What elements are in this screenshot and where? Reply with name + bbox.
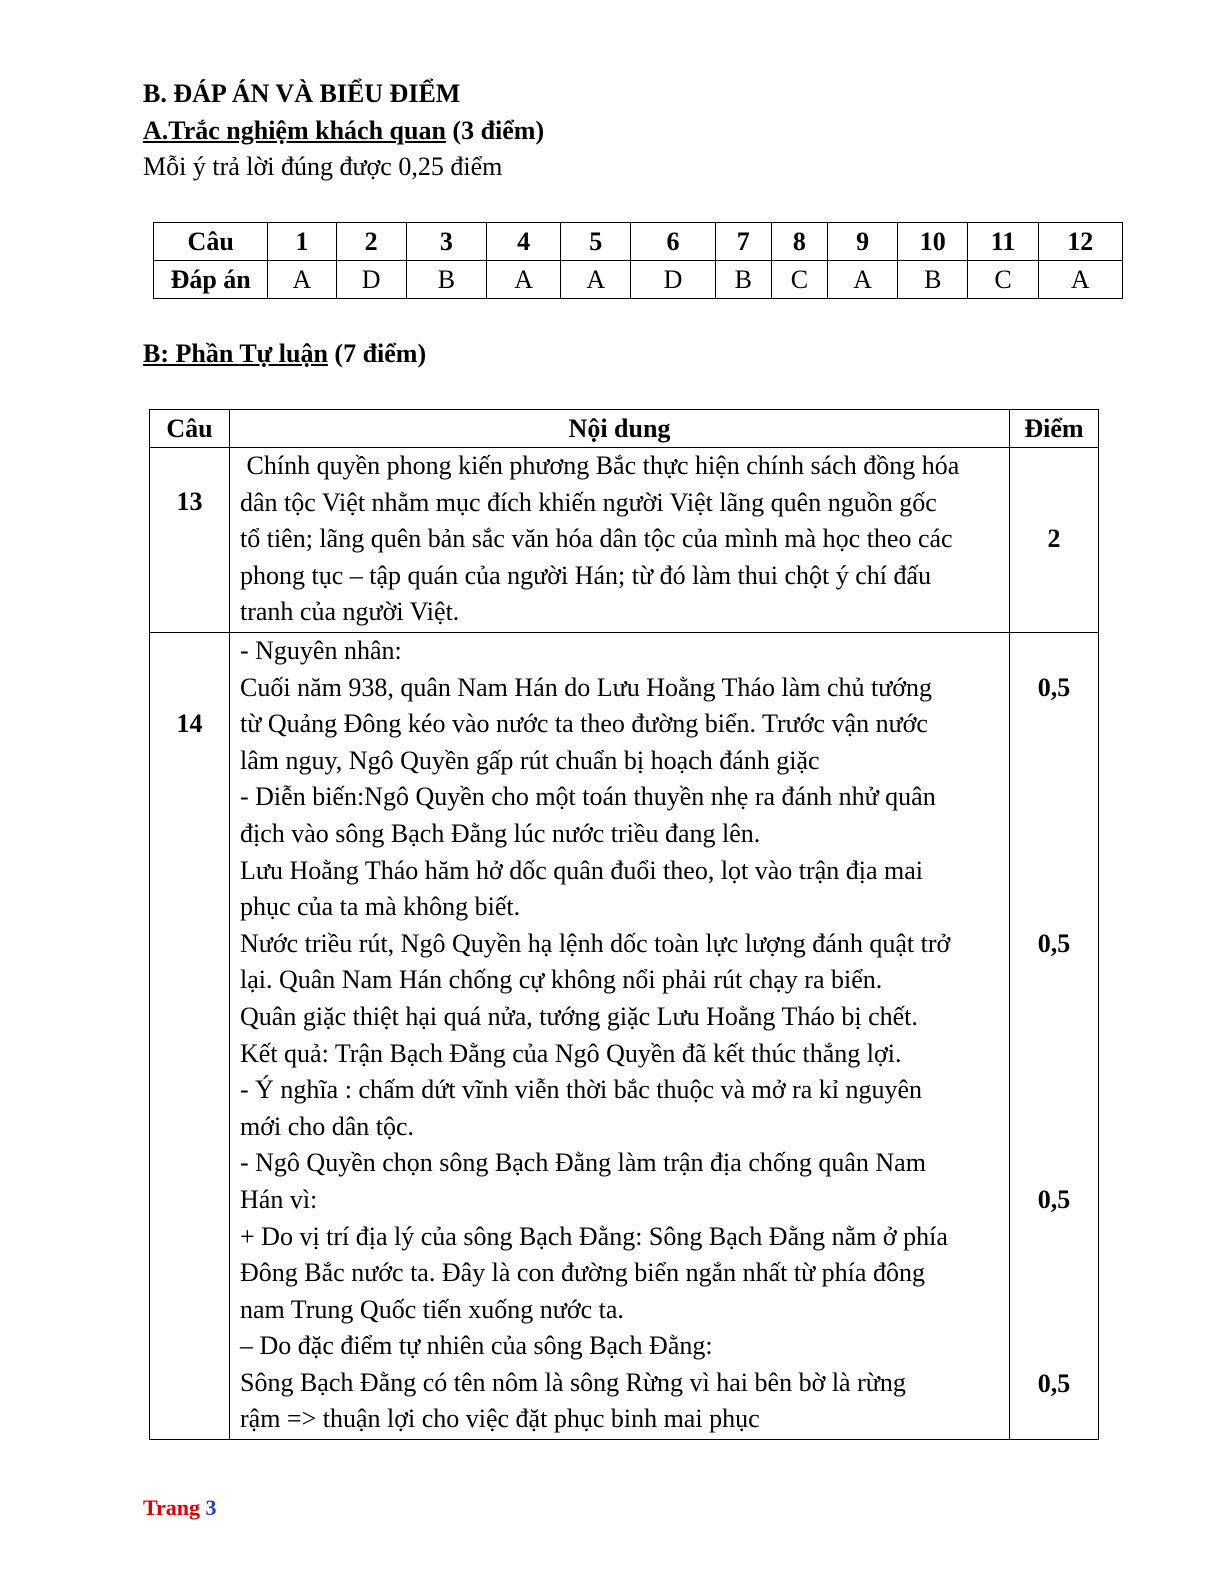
quiz-answer-cell: C — [968, 261, 1038, 299]
quiz-answer-cell: A — [268, 261, 336, 299]
footer-page-word: Trang — [143, 1495, 201, 1520]
quiz-answer-cell: B — [406, 261, 486, 299]
content-line: phục của ta mà không biết. — [240, 892, 521, 922]
question-14-score: 0,5 — [1037, 673, 1071, 702]
content-line: từ Quảng Đông kéo vào nước ta theo đường biển. Trước vận nước — [240, 709, 928, 739]
quiz-question-number: 4 — [486, 223, 560, 261]
essay-row-14 — [150, 633, 1099, 1440]
quiz-answer-cell: D — [336, 261, 406, 299]
content-line: – Do đặc điểm tự nhiên của sông Bạch Đằng: — [240, 1331, 713, 1361]
question-14-score-cell — [1010, 633, 1099, 1440]
essay-header-content: Nội dung — [230, 410, 1010, 448]
essay-header-question: Câu — [150, 410, 230, 448]
question-13-score: 2 — [1047, 524, 1061, 553]
question-13-number: 13 — [176, 487, 203, 516]
section-b-heading — [143, 336, 426, 373]
question-13-score-cell — [1010, 448, 1099, 633]
quiz-question-number: 5 — [561, 223, 631, 261]
content-line: Hán vì: — [240, 1184, 318, 1214]
section-b-title: B: Phần Tự luận — [143, 339, 328, 368]
content-line: - Nguyên nhân: — [240, 636, 402, 665]
quiz-question-label: Câu — [154, 223, 268, 261]
content-line: tranh của người Việt. — [240, 597, 460, 627]
content-line: - Ngô Quyền chọn sông Bạch Đằng làm trận địa chống quân Nam — [240, 1148, 926, 1178]
content-line: Chính quyền phong kiến phương Bắc thực hiện chính sách đồng hóa — [240, 451, 960, 480]
content-line: Sông Bạch Đằng có tên nôm là sông Rừng vì hai bên bờ là rừng — [240, 1367, 906, 1397]
content-line: dân tộc Việt nhằm mục đích khiến người Việt lãng quên nguồn gốc — [240, 487, 937, 517]
quiz-question-number: 3 — [406, 223, 486, 261]
question-13-content — [230, 448, 1010, 633]
quiz-question-number: 7 — [715, 223, 771, 261]
quiz-answer-cell: A — [486, 261, 560, 299]
quiz-answer-cell: B — [715, 261, 771, 299]
quiz-answer-label: Đáp án — [154, 261, 268, 299]
quiz-question-number: 1 — [268, 223, 336, 261]
quiz-answer-cell: D — [631, 261, 715, 299]
question-14-score: 0,5 — [1037, 1185, 1071, 1214]
quiz-question-number: 10 — [898, 223, 968, 261]
content-line: - Ý nghĩa : chấm dứt vĩnh viễn thời bắc thuộc và mở ra kỉ nguyên — [240, 1075, 923, 1105]
quiz-answer-row — [154, 261, 1123, 299]
quiz-question-number: 11 — [968, 223, 1038, 261]
quiz-question-number: 9 — [828, 223, 898, 261]
content-line: + Do vị trí địa lý của sông Bạch Đằng: Sông Bạch Đằng nằm ở phía — [240, 1221, 948, 1251]
quiz-answer-cell: A — [561, 261, 631, 299]
question-14-score: 0,5 — [1037, 1369, 1071, 1398]
content-line: mới cho dân tộc. — [240, 1111, 415, 1141]
quiz-answer-cell: A — [828, 261, 898, 299]
content-line: Quân giặc thiệt hại quá nửa, tướng giặc Lưu Hoằng Tháo bị chết. — [240, 1001, 918, 1031]
content-line: địch vào sông Bạch Đằng lúc nước triều đang lên. — [240, 818, 761, 848]
section-b-points: (7 điểm) — [327, 339, 427, 368]
content-line: Cuối năm 938, quân Nam Hán do Lưu Hoằng Tháo làm chủ tướng — [240, 672, 933, 702]
quiz-question-number: 12 — [1038, 223, 1122, 261]
content-line: rậm => thuận lợi cho việc đặt phục binh mai phục — [240, 1404, 760, 1434]
section-a-points: (3 điểm) — [445, 116, 545, 145]
quiz-question-number: 2 — [336, 223, 406, 261]
content-line: lâm nguy, Ngô Quyền gấp rút chuẩn bị hoạch đánh giặc — [240, 745, 820, 775]
quiz-question-number: 6 — [631, 223, 715, 261]
section-a-title: A.Trắc nghiệm khách quan — [143, 116, 446, 145]
content-line: Đông Bắc nước ta. Đây là con đường biển ngắn nhất từ phía đông — [240, 1258, 925, 1288]
footer-page-number: 3 — [205, 1495, 217, 1520]
content-line: Lưu Hoằng Tháo hăm hở dốc quân đuổi theo, lọt vào trận địa mai — [240, 855, 923, 885]
content-line: phong tục – tập quán của người Hán; từ đó làm thui chột ý chí đấu — [240, 560, 932, 590]
essay-header-score: Điểm — [1010, 410, 1099, 448]
question-number — [150, 448, 230, 633]
question-14-number: 14 — [176, 709, 203, 738]
quiz-answer-cell: A — [1038, 261, 1122, 299]
content-line: lại. Quân Nam Hán chống cự không nổi phải rút chạy ra biển. — [240, 965, 883, 995]
question-14-score: 0,5 — [1037, 929, 1071, 958]
answer-key-heading: B. ĐÁP ÁN VÀ BIỂU ĐIỂM — [143, 79, 461, 108]
section-a-heading — [143, 113, 544, 150]
content-line: Kết quả: Trận Bạch Đằng của Ngô Quyền đã kết thúc thắng lợi. — [240, 1038, 902, 1068]
content-line: Nước triều rút, Ngô Quyền hạ lệnh dốc toàn lực lượng đánh quật trở — [240, 928, 951, 958]
quiz-question-number: 8 — [771, 223, 827, 261]
section-a-note: Mỗi ý trả lời đúng được 0,25 điểm — [143, 152, 503, 181]
essay-header-row — [150, 410, 1099, 448]
quiz-question-row — [154, 223, 1123, 261]
essay-row-13 — [150, 448, 1099, 633]
essay-answer-table — [149, 409, 1099, 1440]
quiz-answer-cell: C — [771, 261, 827, 299]
quiz-answer-cell: B — [898, 261, 968, 299]
content-line: nam Trung Quốc tiến xuống nước ta. — [240, 1294, 624, 1324]
content-line: tổ tiên; lãng quên bản sắc văn hóa dân tộc của mình mà học theo các — [240, 524, 953, 554]
page-footer — [143, 1490, 217, 1527]
quiz-answer-table — [153, 222, 1123, 299]
question-number — [150, 633, 230, 1440]
question-14-content — [230, 633, 1010, 1440]
content-line: - Diễn biến:Ngô Quyền cho một toán thuyền nhẹ ra đánh nhử quân — [240, 782, 936, 812]
